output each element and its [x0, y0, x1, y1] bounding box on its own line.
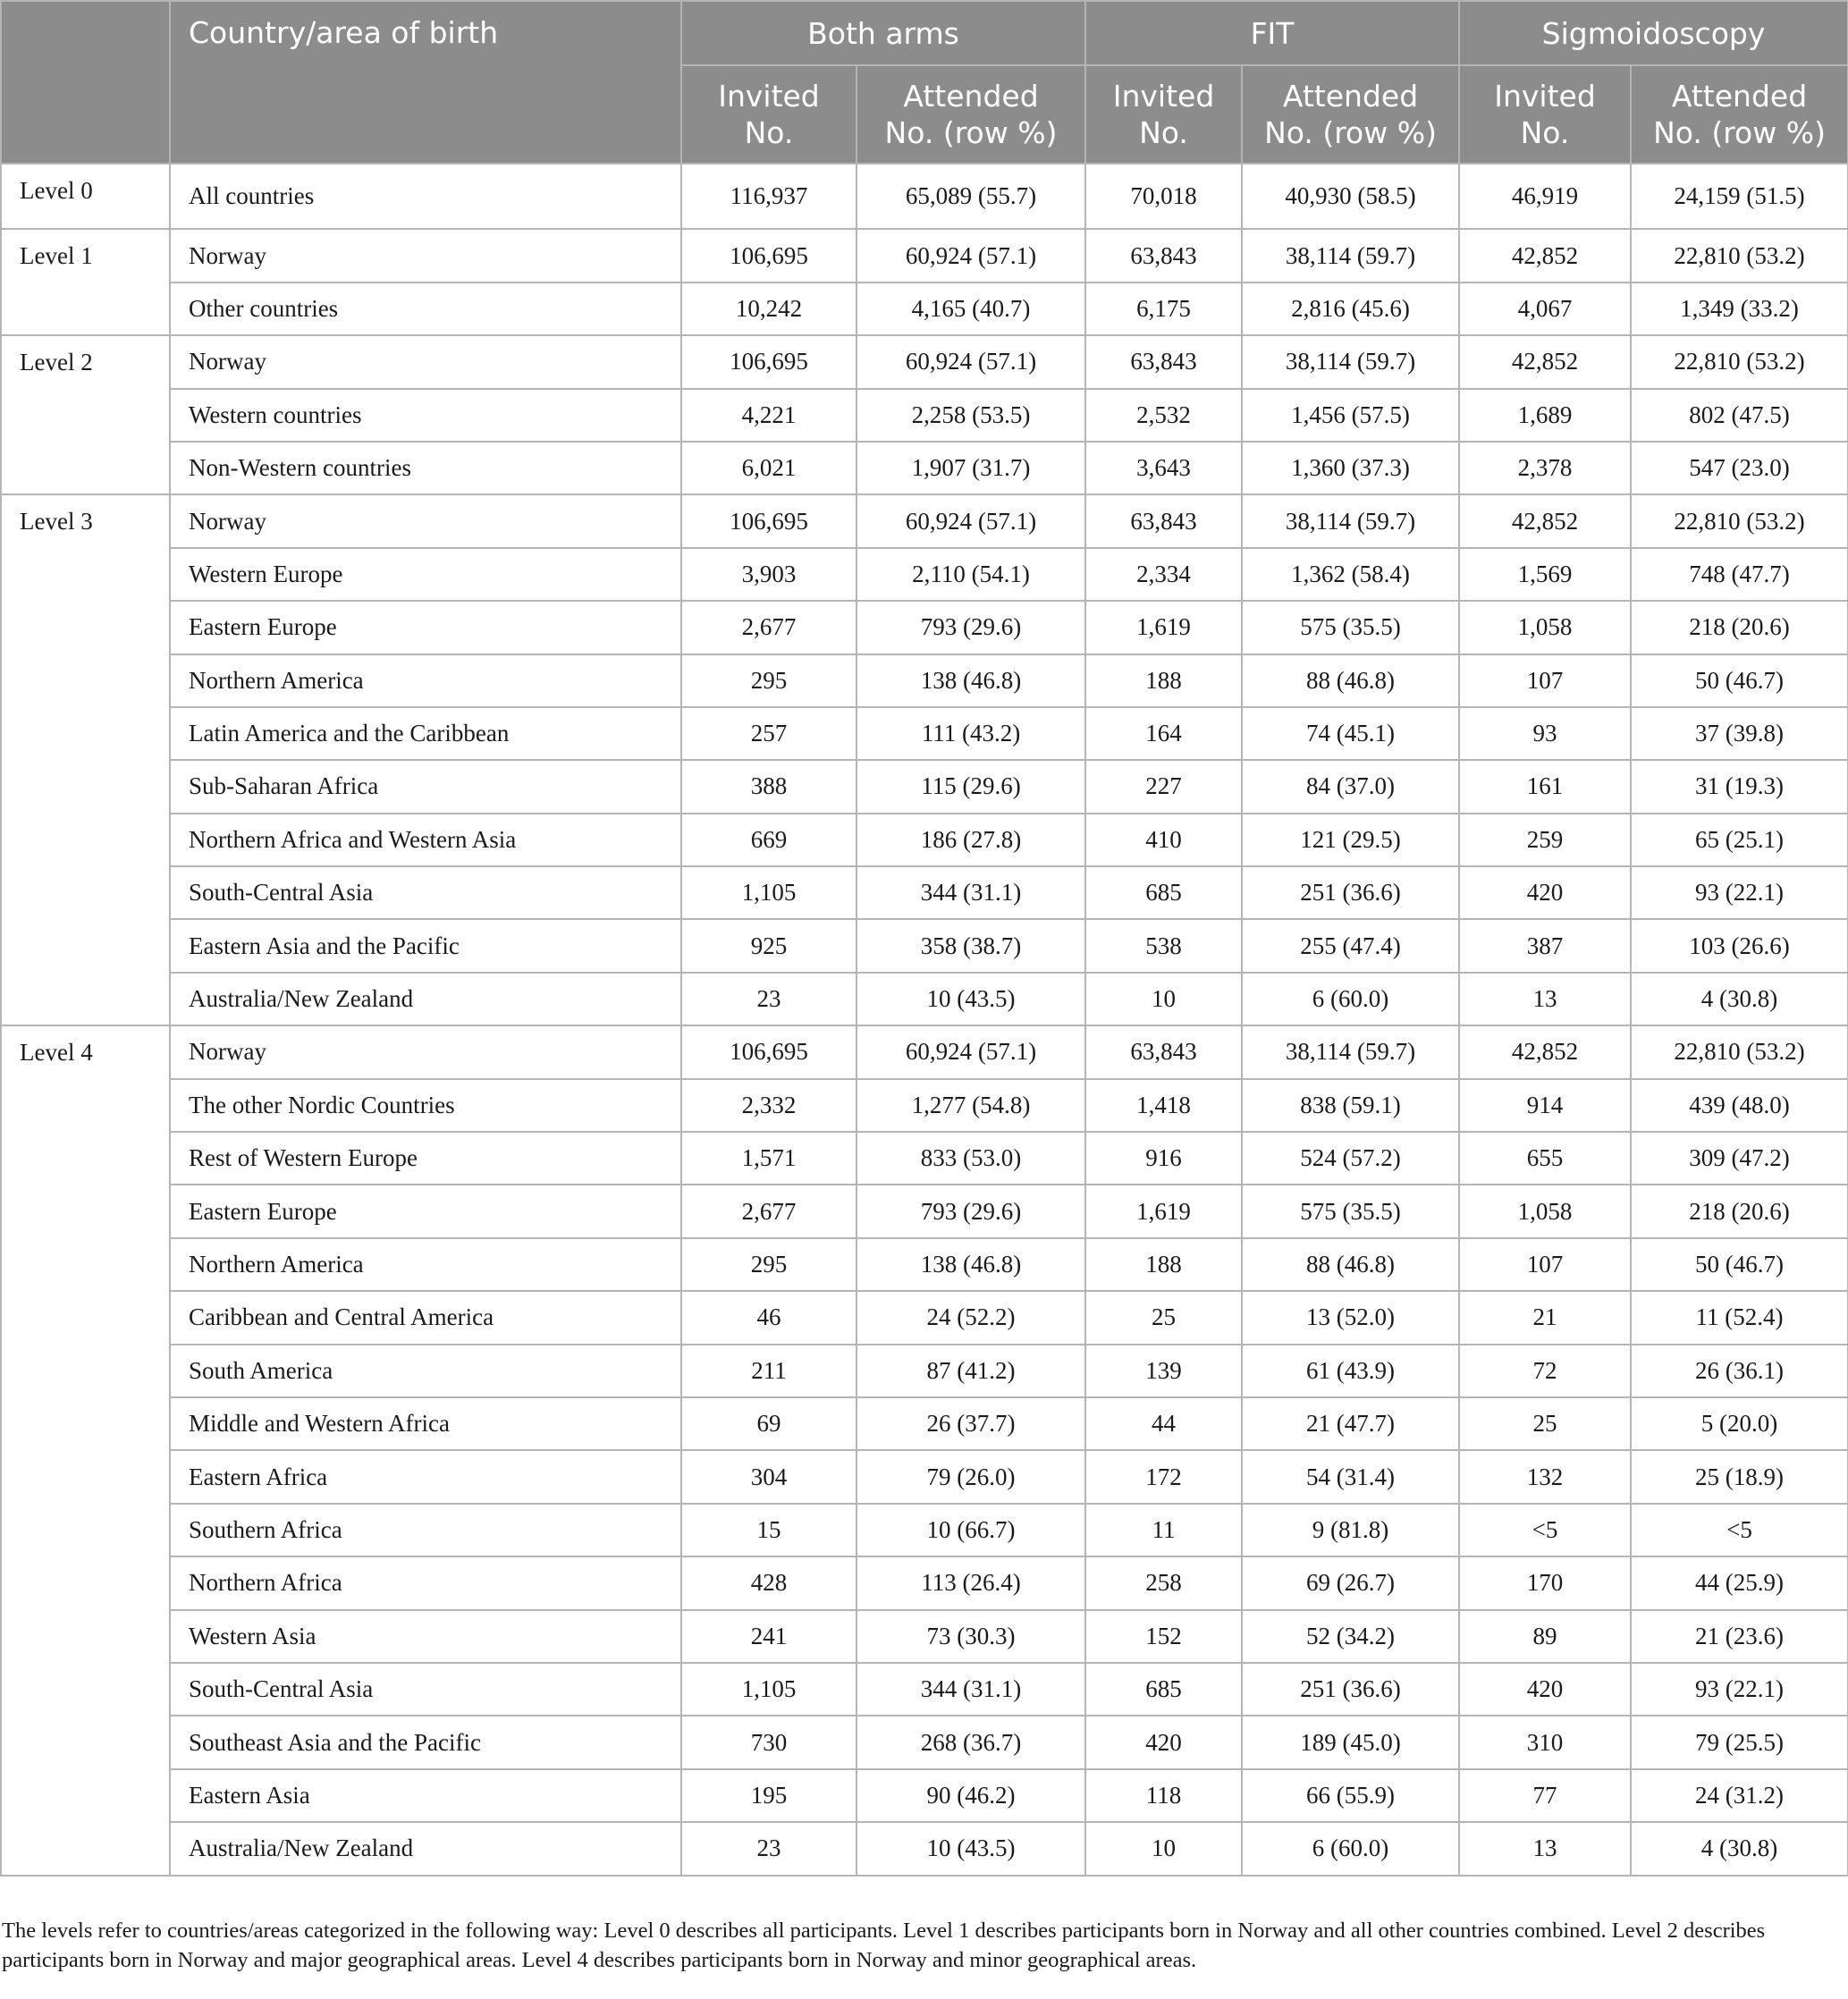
table-row: [1, 442, 1848, 494]
subheader-line: No.: [744, 115, 794, 150]
both-invited-cell: 1,105: [681, 866, 856, 919]
table-row: [1, 164, 1848, 229]
subheader-attended: [856, 65, 1085, 164]
table-row: [1, 1450, 1848, 1503]
fit-invited-cell: 70,018: [1085, 164, 1242, 229]
both-invited-cell: 2,332: [681, 1079, 856, 1132]
subheader-line: No. (row %): [1264, 115, 1437, 150]
fit-invited-cell: 3,643: [1085, 442, 1242, 494]
country-name-cell: Latin America and the Caribbean: [170, 707, 681, 760]
subheader-line: Invited: [1112, 79, 1215, 114]
both-invited-cell: 23: [681, 973, 856, 1025]
sig-invited-cell: 89: [1459, 1610, 1631, 1663]
sig-attended-cell: 93 (22.1): [1631, 866, 1848, 919]
both-invited-cell: 730: [681, 1716, 856, 1768]
fit-invited-cell: 2,334: [1085, 548, 1242, 601]
country-name-cell: Eastern Europe: [170, 601, 681, 654]
group-header-label: FIT: [1250, 15, 1295, 51]
both-attended-cell: 344 (31.1): [856, 866, 1085, 919]
sig-attended-cell: 24 (31.2): [1631, 1769, 1848, 1822]
sig-attended-cell: 22,810 (53.2): [1631, 494, 1848, 547]
table-row: [1, 1291, 1848, 1344]
both-invited-cell: 388: [681, 760, 856, 813]
sig-invited-cell: 25: [1459, 1397, 1631, 1450]
sig-invited-cell: 1,058: [1459, 1185, 1631, 1237]
table-row: [1, 1716, 1848, 1768]
both-attended-cell: 111 (43.2): [856, 707, 1085, 760]
fit-attended-cell: 121 (29.5): [1242, 814, 1459, 866]
country-name-cell: Western Europe: [170, 548, 681, 601]
fit-invited-cell: 172: [1085, 1450, 1242, 1503]
fit-attended-cell: 38,114 (59.7): [1242, 1025, 1459, 1078]
both-attended-cell: 65,089 (55.7): [856, 164, 1085, 229]
table-row: [1, 1556, 1848, 1609]
both-attended-cell: 833 (53.0): [856, 1132, 1085, 1185]
country-name-cell: Caribbean and Central America: [170, 1291, 681, 1344]
sig-invited-cell: 387: [1459, 919, 1631, 972]
table-row: [1, 1610, 1848, 1663]
fit-invited-cell: 11: [1085, 1504, 1242, 1556]
group-header-label: Sigmoidoscopy: [1541, 15, 1766, 51]
fit-invited-cell: 63,843: [1085, 335, 1242, 388]
fit-attended-cell: 52 (34.2): [1242, 1610, 1459, 1663]
table-row: [1, 335, 1848, 388]
both-attended-cell: 73 (30.3): [856, 1610, 1085, 1663]
sig-attended-cell: 547 (23.0): [1631, 442, 1848, 494]
fit-attended-cell: 1,360 (37.3): [1242, 442, 1459, 494]
group-header-fit: [1085, 1, 1459, 65]
fit-invited-cell: 2,532: [1085, 389, 1242, 442]
country-name-cell: All countries: [170, 164, 681, 229]
country-name-cell: The other Nordic Countries: [170, 1079, 681, 1132]
both-invited-cell: 925: [681, 919, 856, 972]
sig-attended-cell: 93 (22.1): [1631, 1663, 1848, 1716]
country-name-cell: Other countries: [170, 283, 681, 335]
fit-attended-cell: 189 (45.0): [1242, 1716, 1459, 1768]
sig-attended-cell: 439 (48.0): [1631, 1079, 1848, 1132]
fit-invited-cell: 538: [1085, 919, 1242, 972]
sig-invited-cell: 259: [1459, 814, 1631, 866]
both-invited-cell: 295: [681, 654, 856, 707]
fit-attended-cell: 54 (31.4): [1242, 1450, 1459, 1503]
sig-attended-cell: 50 (46.7): [1631, 654, 1848, 707]
both-attended-cell: 90 (46.2): [856, 1769, 1085, 1822]
both-invited-cell: 2,677: [681, 1185, 856, 1237]
country-name-cell: Eastern Europe: [170, 1185, 681, 1237]
sig-attended-cell: 218 (20.6): [1631, 1185, 1848, 1237]
both-attended-cell: 2,110 (54.1): [856, 548, 1085, 601]
both-invited-cell: 295: [681, 1238, 856, 1291]
both-attended-cell: 60,924 (57.1): [856, 1025, 1085, 1078]
both-attended-cell: 113 (26.4): [856, 1556, 1085, 1609]
subheader-invited: [681, 65, 856, 164]
sig-attended-cell: 25 (18.9): [1631, 1450, 1848, 1503]
country-name-cell: South-Central Asia: [170, 1663, 681, 1716]
sig-attended-cell: 24,159 (51.5): [1631, 164, 1848, 229]
country-name-cell: Norway: [170, 229, 681, 282]
sig-attended-cell: 748 (47.7): [1631, 548, 1848, 601]
sig-invited-cell: 46,919: [1459, 164, 1631, 229]
table-row: [1, 1025, 1848, 1078]
fit-attended-cell: 6 (60.0): [1242, 973, 1459, 1025]
subheader-line: No. (row %): [884, 115, 1058, 150]
table-row: [1, 494, 1848, 547]
fit-attended-cell: 575 (35.5): [1242, 601, 1459, 654]
fit-invited-cell: 188: [1085, 1238, 1242, 1291]
table-row: [1, 919, 1848, 972]
fit-attended-cell: 251 (36.6): [1242, 866, 1459, 919]
both-invited-cell: 23: [681, 1822, 856, 1875]
both-invited-cell: 428: [681, 1556, 856, 1609]
sig-attended-cell: 22,810 (53.2): [1631, 1025, 1848, 1078]
fit-invited-cell: 63,843: [1085, 229, 1242, 282]
sig-invited-cell: 1,058: [1459, 601, 1631, 654]
both-invited-cell: 669: [681, 814, 856, 866]
country-name-cell: Eastern Asia: [170, 1769, 681, 1822]
sig-attended-cell: 218 (20.6): [1631, 601, 1848, 654]
group-header-both-arms: [681, 1, 1085, 65]
fit-invited-cell: 1,619: [1085, 601, 1242, 654]
sig-attended-cell: 309 (47.2): [1631, 1132, 1848, 1185]
both-invited-cell: 241: [681, 1610, 856, 1663]
table-row: [1, 760, 1848, 813]
table-row: [1, 1132, 1848, 1185]
group-header-label: Both arms: [807, 15, 959, 51]
sig-invited-cell: 2,378: [1459, 442, 1631, 494]
sig-invited-cell: 420: [1459, 1663, 1631, 1716]
level-label: Level 3: [1, 494, 170, 1025]
subheader-line: Attended: [1671, 79, 1808, 114]
table-row: [1, 1822, 1848, 1875]
both-attended-cell: 344 (31.1): [856, 1663, 1085, 1716]
sig-attended-cell: 22,810 (53.2): [1631, 229, 1848, 282]
country-header-label: Country/area of birth: [189, 15, 499, 50]
country-name-cell: Norway: [170, 1025, 681, 1078]
country-name-cell: Australia/New Zealand: [170, 1822, 681, 1875]
fit-invited-cell: 227: [1085, 760, 1242, 813]
sig-attended-cell: 21 (23.6): [1631, 1610, 1848, 1663]
country-name-cell: Middle and Western Africa: [170, 1397, 681, 1450]
fit-invited-cell: 410: [1085, 814, 1242, 866]
sig-attended-cell: 22,810 (53.2): [1631, 335, 1848, 388]
both-attended-cell: 10 (66.7): [856, 1504, 1085, 1556]
fit-invited-cell: 685: [1085, 866, 1242, 919]
fit-attended-cell: 13 (52.0): [1242, 1291, 1459, 1344]
country-name-cell: Western Asia: [170, 1610, 681, 1663]
country-name-cell: Northern Africa: [170, 1556, 681, 1609]
country-name-cell: Norway: [170, 494, 681, 547]
header-row-groups: [1, 1, 1848, 65]
fit-invited-cell: 1,619: [1085, 1185, 1242, 1237]
sig-invited-cell: 42,852: [1459, 1025, 1631, 1078]
subheader-invited: [1085, 65, 1242, 164]
table-row: [1, 389, 1848, 442]
fit-invited-cell: 44: [1085, 1397, 1242, 1450]
both-invited-cell: 106,695: [681, 229, 856, 282]
country-name-cell: Norway: [170, 335, 681, 388]
level-label: Level 1: [1, 229, 170, 335]
table-row: [1, 1238, 1848, 1291]
country-name-cell: Northern America: [170, 1238, 681, 1291]
sig-attended-cell: 802 (47.5): [1631, 389, 1848, 442]
both-attended-cell: 26 (37.7): [856, 1397, 1085, 1450]
subheader-line: Attended: [1282, 79, 1419, 114]
both-invited-cell: 1,571: [681, 1132, 856, 1185]
both-attended-cell: 4,165 (40.7): [856, 283, 1085, 335]
table-row: [1, 814, 1848, 866]
both-attended-cell: 10 (43.5): [856, 973, 1085, 1025]
table-row: [1, 1769, 1848, 1822]
both-attended-cell: 1,907 (31.7): [856, 442, 1085, 494]
subheader-line: Invited: [718, 79, 820, 114]
sig-invited-cell: 310: [1459, 1716, 1631, 1768]
country-name-cell: Australia/New Zealand: [170, 973, 681, 1025]
sig-invited-cell: <5: [1459, 1504, 1631, 1556]
sig-invited-cell: 914: [1459, 1079, 1631, 1132]
fit-attended-cell: 69 (26.7): [1242, 1556, 1459, 1609]
table-row: [1, 973, 1848, 1025]
table-row: [1, 654, 1848, 707]
country-name-cell: Northern America: [170, 654, 681, 707]
fit-attended-cell: 524 (57.2): [1242, 1132, 1459, 1185]
both-attended-cell: 24 (52.2): [856, 1291, 1085, 1344]
table-row: [1, 1185, 1848, 1237]
country-name-cell: Rest of Western Europe: [170, 1132, 681, 1185]
sig-invited-cell: 655: [1459, 1132, 1631, 1185]
fit-attended-cell: 40,930 (58.5): [1242, 164, 1459, 229]
sig-attended-cell: 65 (25.1): [1631, 814, 1848, 866]
sig-invited-cell: 161: [1459, 760, 1631, 813]
subheader-line: Invited: [1494, 79, 1596, 114]
table-row: [1, 1345, 1848, 1397]
sig-invited-cell: 4,067: [1459, 283, 1631, 335]
sig-invited-cell: 170: [1459, 1556, 1631, 1609]
fit-attended-cell: 838 (59.1): [1242, 1079, 1459, 1132]
country-name-cell: Southern Africa: [170, 1504, 681, 1556]
both-attended-cell: 10 (43.5): [856, 1822, 1085, 1875]
level-header-blank: [1, 1, 170, 164]
both-invited-cell: 10,242: [681, 283, 856, 335]
both-attended-cell: 60,924 (57.1): [856, 335, 1085, 388]
subheader-line: Attended: [903, 79, 1039, 114]
both-attended-cell: 1,277 (54.8): [856, 1079, 1085, 1132]
sig-attended-cell: 44 (25.9): [1631, 1556, 1848, 1609]
both-invited-cell: 6,021: [681, 442, 856, 494]
fit-attended-cell: 1,362 (58.4): [1242, 548, 1459, 601]
both-invited-cell: 304: [681, 1450, 856, 1503]
fit-attended-cell: 255 (47.4): [1242, 919, 1459, 972]
fit-invited-cell: 10: [1085, 973, 1242, 1025]
table-row: [1, 601, 1848, 654]
level-label: Level 0: [1, 164, 170, 229]
both-invited-cell: 69: [681, 1397, 856, 1450]
fit-invited-cell: 63,843: [1085, 1025, 1242, 1078]
fit-invited-cell: 10: [1085, 1822, 1242, 1875]
table-row: [1, 229, 1848, 282]
subheader-attended: [1631, 65, 1848, 164]
fit-invited-cell: 1,418: [1085, 1079, 1242, 1132]
fit-attended-cell: 38,114 (59.7): [1242, 335, 1459, 388]
fit-attended-cell: 88 (46.8): [1242, 1238, 1459, 1291]
sig-attended-cell: 1,349 (33.2): [1631, 283, 1848, 335]
both-invited-cell: 2,677: [681, 601, 856, 654]
both-attended-cell: 268 (36.7): [856, 1716, 1085, 1768]
both-invited-cell: 46: [681, 1291, 856, 1344]
both-invited-cell: 106,695: [681, 494, 856, 547]
fit-invited-cell: 164: [1085, 707, 1242, 760]
fit-attended-cell: 6 (60.0): [1242, 1822, 1459, 1875]
both-attended-cell: 138 (46.8): [856, 654, 1085, 707]
fit-attended-cell: 1,456 (57.5): [1242, 389, 1459, 442]
subheader-line: No.: [1520, 115, 1570, 150]
both-attended-cell: 60,924 (57.1): [856, 494, 1085, 547]
sig-attended-cell: 26 (36.1): [1631, 1345, 1848, 1397]
fit-invited-cell: 258: [1085, 1556, 1242, 1609]
country-name-cell: Sub-Saharan Africa: [170, 760, 681, 813]
subheader-line: No.: [1139, 115, 1188, 150]
sig-invited-cell: 13: [1459, 973, 1631, 1025]
fit-attended-cell: 84 (37.0): [1242, 760, 1459, 813]
fit-attended-cell: 61 (43.9): [1242, 1345, 1459, 1397]
fit-invited-cell: 152: [1085, 1610, 1242, 1663]
country-name-cell: South-Central Asia: [170, 866, 681, 919]
fit-invited-cell: 118: [1085, 1769, 1242, 1822]
sig-invited-cell: 107: [1459, 654, 1631, 707]
fit-attended-cell: 38,114 (59.7): [1242, 229, 1459, 282]
sig-attended-cell: <5: [1631, 1504, 1848, 1556]
fit-invited-cell: 63,843: [1085, 494, 1242, 547]
sig-invited-cell: 42,852: [1459, 335, 1631, 388]
fit-invited-cell: 6,175: [1085, 283, 1242, 335]
country-name-cell: Southeast Asia and the Pacific: [170, 1716, 681, 1768]
both-invited-cell: 195: [681, 1769, 856, 1822]
both-invited-cell: 15: [681, 1504, 856, 1556]
both-invited-cell: 211: [681, 1345, 856, 1397]
both-attended-cell: 138 (46.8): [856, 1238, 1085, 1291]
both-invited-cell: 116,937: [681, 164, 856, 229]
subheader-invited: [1459, 65, 1631, 164]
table-row: [1, 1504, 1848, 1556]
fit-attended-cell: 38,114 (59.7): [1242, 494, 1459, 547]
fit-attended-cell: 66 (55.9): [1242, 1769, 1459, 1822]
fit-attended-cell: 9 (81.8): [1242, 1504, 1459, 1556]
fit-invited-cell: 188: [1085, 654, 1242, 707]
fit-invited-cell: 25: [1085, 1291, 1242, 1344]
sig-invited-cell: 21: [1459, 1291, 1631, 1344]
country-name-cell: Eastern Africa: [170, 1450, 681, 1503]
subheader-attended: [1242, 65, 1459, 164]
both-invited-cell: 3,903: [681, 548, 856, 601]
sig-invited-cell: 107: [1459, 1238, 1631, 1291]
fit-invited-cell: 420: [1085, 1716, 1242, 1768]
fit-invited-cell: 139: [1085, 1345, 1242, 1397]
table-row: [1, 1663, 1848, 1716]
country-name-cell: South America: [170, 1345, 681, 1397]
both-attended-cell: 358 (38.7): [856, 919, 1085, 972]
both-invited-cell: 257: [681, 707, 856, 760]
sig-attended-cell: 4 (30.8): [1631, 973, 1848, 1025]
table-row: [1, 1397, 1848, 1450]
sig-attended-cell: 31 (19.3): [1631, 760, 1848, 813]
sig-invited-cell: 420: [1459, 866, 1631, 919]
both-attended-cell: 115 (29.6): [856, 760, 1085, 813]
country-header: [170, 1, 681, 164]
both-attended-cell: 793 (29.6): [856, 1185, 1085, 1237]
sig-invited-cell: 1,689: [1459, 389, 1631, 442]
country-name-cell: Eastern Asia and the Pacific: [170, 919, 681, 972]
both-attended-cell: 79 (26.0): [856, 1450, 1085, 1503]
table-row: [1, 1079, 1848, 1132]
level-label: Level 2: [1, 335, 170, 494]
sig-attended-cell: 37 (39.8): [1631, 707, 1848, 760]
table-footnote: The levels refer to countries/areas categorized in the following way: Level 0 describes all participants. Level 1 describes participants born in Norway and all other countries combined. Level 2 describes participants born in Norway and major geographical areas. Level 4 describes participants born in Norway and minor geographical areas.: [2, 1919, 1766, 1972]
fit-attended-cell: 21 (47.7): [1242, 1397, 1459, 1450]
sig-invited-cell: 1,569: [1459, 548, 1631, 601]
both-attended-cell: 60,924 (57.1): [856, 229, 1085, 282]
sig-invited-cell: 132: [1459, 1450, 1631, 1503]
table-row: [1, 707, 1848, 760]
table-body: [1, 164, 1848, 1876]
sig-invited-cell: 77: [1459, 1769, 1631, 1822]
country-name-cell: Western countries: [170, 389, 681, 442]
fit-attended-cell: 88 (46.8): [1242, 654, 1459, 707]
sig-invited-cell: 42,852: [1459, 229, 1631, 282]
sig-attended-cell: 103 (26.6): [1631, 919, 1848, 972]
both-invited-cell: 1,105: [681, 1663, 856, 1716]
sig-invited-cell: 72: [1459, 1345, 1631, 1397]
fit-attended-cell: 575 (35.5): [1242, 1185, 1459, 1237]
level-label: Level 4: [1, 1025, 170, 1875]
both-invited-cell: 106,695: [681, 1025, 856, 1078]
both-attended-cell: 793 (29.6): [856, 601, 1085, 654]
sig-attended-cell: 5 (20.0): [1631, 1397, 1848, 1450]
both-attended-cell: 87 (41.2): [856, 1345, 1085, 1397]
sig-invited-cell: 42,852: [1459, 494, 1631, 547]
sig-invited-cell: 13: [1459, 1822, 1631, 1875]
both-invited-cell: 106,695: [681, 335, 856, 388]
table-row: [1, 866, 1848, 919]
sig-attended-cell: 50 (46.7): [1631, 1238, 1848, 1291]
table-row: [1, 548, 1848, 601]
sig-invited-cell: 93: [1459, 707, 1631, 760]
fit-invited-cell: 685: [1085, 1663, 1242, 1716]
both-attended-cell: 2,258 (53.5): [856, 389, 1085, 442]
fit-invited-cell: 916: [1085, 1132, 1242, 1185]
fit-attended-cell: 74 (45.1): [1242, 707, 1459, 760]
both-invited-cell: 4,221: [681, 389, 856, 442]
country-name-cell: Non-Western countries: [170, 442, 681, 494]
both-attended-cell: 186 (27.8): [856, 814, 1085, 866]
table-row: [1, 283, 1848, 335]
fit-attended-cell: 2,816 (45.6): [1242, 283, 1459, 335]
group-header-sigmoidoscopy: [1459, 1, 1848, 65]
fit-attended-cell: 251 (36.6): [1242, 1663, 1459, 1716]
subheader-line: No. (row %): [1653, 115, 1826, 150]
country-name-cell: Northern Africa and Western Asia: [170, 814, 681, 866]
sig-attended-cell: 4 (30.8): [1631, 1822, 1848, 1875]
sig-attended-cell: 79 (25.5): [1631, 1716, 1848, 1768]
sig-attended-cell: 11 (52.4): [1631, 1291, 1848, 1344]
